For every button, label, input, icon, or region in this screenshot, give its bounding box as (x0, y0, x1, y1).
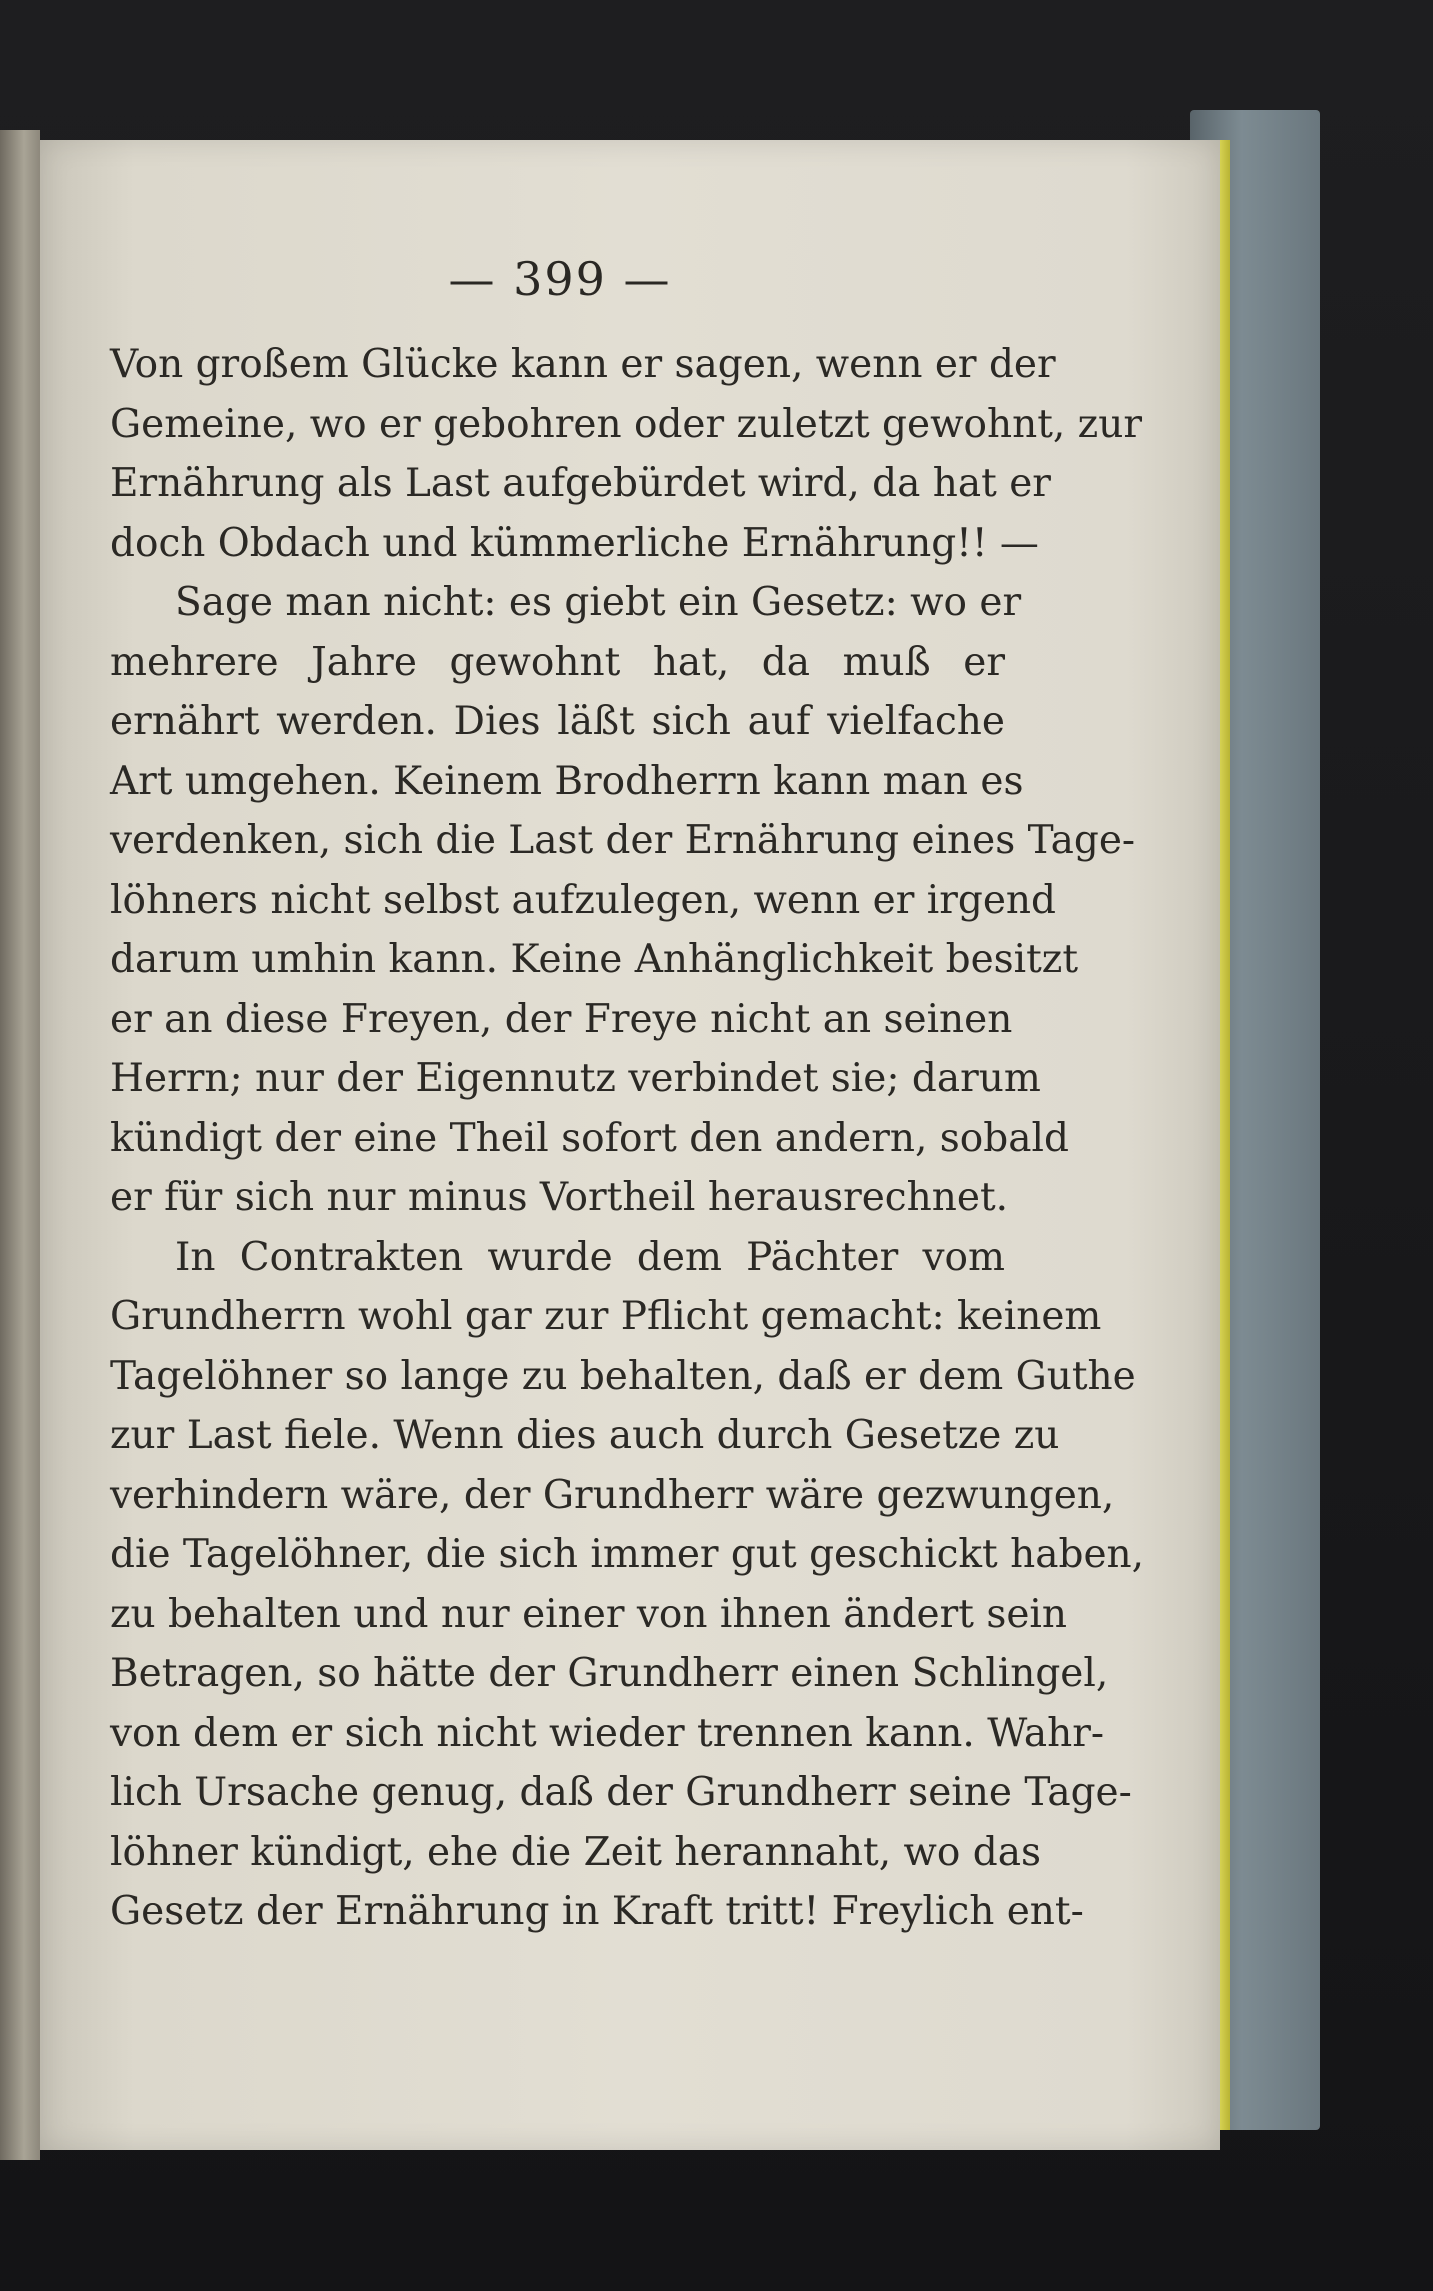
text-line: darum umhin kann. Keine Anhänglichkeit besitzt (110, 937, 1079, 982)
text-line: verdenken, sich die Last der Ernährung eines Tage- (110, 818, 1136, 863)
text-line: Sage man nicht: es giebt ein Gesetz: wo er (175, 580, 1022, 625)
left-page-edge (0, 130, 40, 2160)
text-line: Ernährung als Last aufgebürdet wird, da hat er (110, 461, 1051, 506)
text-line: Tagelöhner so lange zu behalten, daß er dem Guthe (110, 1353, 1136, 1399)
text-line: er für sich nur minus Vortheil herausrechnet. (110, 1175, 1009, 1220)
text-line: löhners nicht selbst aufzulegen, wenn er irgend (110, 877, 1056, 923)
text-line: lich Ursache genug, daß der Grundherr seine Tage- (110, 1770, 1132, 1815)
text-line: mehrere Jahre gewohnt hat, da muß er (110, 639, 1005, 685)
text-line: verhindern wäre, der Grundherr wäre gezwungen, (110, 1472, 1115, 1518)
text-line: zu behalten und nur einer von ihnen ändert sein (110, 1591, 1068, 1637)
text-line: doch Obdach und kümmerliche Ernährung!! — (110, 520, 1039, 566)
text-line: kündigt der eine Theil sofort den andern, sobald (110, 1115, 1069, 1161)
page-number-header: — 399 — (448, 252, 672, 306)
text-line: von dem er sich nicht wieder trennen kann. Wahr- (110, 1710, 1105, 1756)
text-line: Gesetz der Ernährung in Kraft tritt! Freylich ent- (110, 1889, 1084, 1934)
text-line: Von großem Glücke kann er sagen, wenn er der (110, 342, 1056, 387)
text-line: die Tagelöhner, die sich immer gut geschickt haben, (110, 1532, 1145, 1577)
text-line: ernährt werden. Dies läßt sich auf vielfache (110, 699, 1005, 744)
text-line: er an diese Freyen, der Freye nicht an seinen (110, 996, 1013, 1042)
text-line: löhner kündigt, ehe die Zeit herannaht, wo das (110, 1829, 1042, 1875)
text-line: Herrn; nur der Eigennutz verbindet sie; darum (110, 1056, 1041, 1101)
page-text (110, 335, 1145, 1942)
text-line: In Contrakten wurde dem Pächter vom (175, 1234, 1005, 1280)
text-line: Betragen, so hätte der Grundherr einen Schlingel, (110, 1651, 1109, 1696)
text-line: zur Last fiele. Wenn dies auch durch Gesetze zu (110, 1413, 1060, 1458)
text-line: Art umgehen. Keinem Brodherrn kann man es (110, 758, 1024, 804)
text-line: Gemeine, wo er gebohren oder zuletzt gewohnt, zur (110, 401, 1142, 447)
text-line: Grundherrn wohl gar zur Pflicht gemacht: keinem (110, 1294, 1102, 1339)
